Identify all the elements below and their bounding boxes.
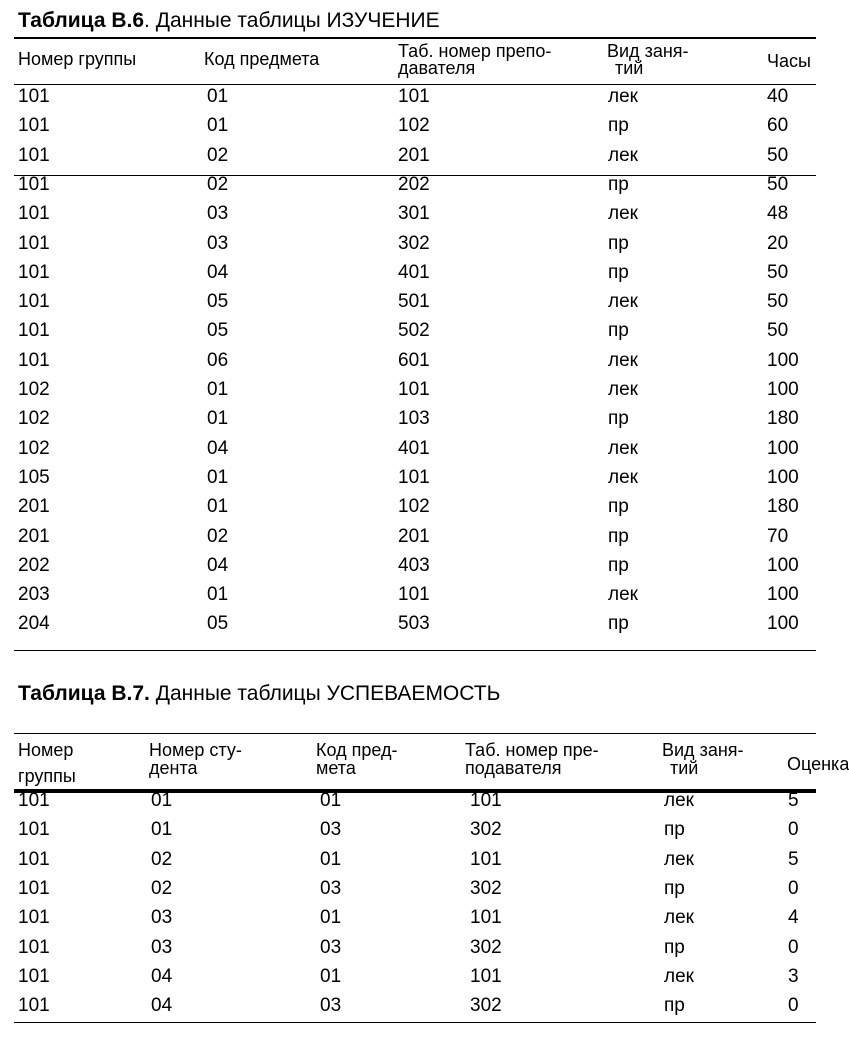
- teacher-cell: 502: [398, 320, 430, 342]
- lesson-type-cell: пр: [608, 525, 629, 547]
- hours-cell: 100: [767, 437, 799, 459]
- grade-cell: 0: [788, 995, 799, 1017]
- table-row: [0, 526, 816, 555]
- lesson-type-cell: пр: [608, 408, 629, 430]
- group-cell: 101: [18, 320, 50, 342]
- table7-top-rule: [14, 733, 816, 734]
- hours-cell: 180: [767, 496, 799, 518]
- subject-cell: 06: [207, 349, 229, 371]
- table-row: [0, 966, 816, 995]
- table-row: [0, 438, 816, 467]
- lesson-type-cell: пр: [608, 261, 629, 283]
- student-cell: 02: [151, 848, 173, 870]
- table-row: [0, 467, 816, 496]
- subject-cell: 02: [207, 144, 229, 166]
- teacher-cell: 501: [398, 291, 430, 313]
- table-row: [0, 262, 816, 291]
- lesson-type-cell: пр: [608, 496, 629, 518]
- lesson-type-cell: лек: [608, 86, 638, 107]
- group-cell: 101: [18, 790, 50, 811]
- hours-cell: 100: [767, 466, 799, 488]
- lesson-type-cell: пр: [664, 877, 685, 899]
- lesson-type-cell: пр: [664, 995, 685, 1017]
- lesson-type-cell: лек: [608, 144, 638, 166]
- group-cell: 201: [18, 525, 50, 547]
- hours-cell: 50: [767, 144, 789, 166]
- table6-col-group: Номер группы: [18, 49, 137, 69]
- hours-cell: 50: [767, 320, 789, 342]
- student-cell: 04: [151, 995, 173, 1017]
- subject-cell: 03: [320, 995, 342, 1017]
- teacher-cell: 101: [470, 848, 502, 870]
- subject-cell: 02: [207, 173, 229, 195]
- table-row: [0, 849, 816, 878]
- teacher-cell: 101: [398, 379, 430, 400]
- table7-col-grade: Оценка: [787, 754, 849, 774]
- hours-cell: 100: [767, 613, 799, 635]
- teacher-cell: 401: [398, 261, 430, 283]
- lesson-type-cell: лек: [664, 790, 694, 811]
- lesson-type-cell: пр: [608, 173, 629, 195]
- grade-cell: 5: [788, 848, 799, 870]
- teacher-cell: 202: [398, 173, 430, 195]
- hours-cell: 180: [767, 408, 799, 430]
- group-cell: 101: [18, 936, 50, 958]
- table-row: [0, 907, 816, 936]
- group-cell: 101: [18, 203, 50, 225]
- group-cell: 102: [18, 408, 50, 430]
- subject-cell: 01: [320, 907, 342, 929]
- table-row: [0, 233, 816, 262]
- table6-header: [0, 43, 816, 83]
- teacher-cell: 403: [398, 554, 430, 576]
- group-cell: 101: [18, 877, 50, 899]
- subject-cell: 01: [207, 86, 229, 107]
- grade-cell: 0: [788, 936, 799, 958]
- table7-col-teacher-l1: Таб. номер пре-: [465, 740, 599, 760]
- teacher-cell: 101: [470, 790, 502, 811]
- table-row: [0, 379, 816, 408]
- table-row: [0, 350, 816, 379]
- teacher-cell: 101: [470, 965, 502, 987]
- subject-cell: 04: [207, 261, 229, 283]
- lesson-type-cell: лек: [608, 584, 638, 606]
- subject-cell: 04: [207, 554, 229, 576]
- table7-col-student-l1: Номер сту-: [149, 740, 242, 760]
- table6-top-rule: [14, 37, 816, 39]
- table-row: [0, 790, 816, 819]
- table7-col-student-l2: дента: [149, 758, 198, 778]
- lesson-type-cell: лек: [608, 203, 638, 225]
- teacher-cell: 302: [470, 877, 502, 899]
- subject-cell: 02: [207, 525, 229, 547]
- group-cell: 101: [18, 173, 50, 195]
- group-cell: 101: [18, 115, 50, 137]
- subject-cell: 03: [207, 232, 229, 254]
- student-cell: 01: [151, 819, 173, 841]
- table-row: [0, 613, 816, 642]
- subject-cell: 01: [207, 408, 229, 430]
- lesson-type-cell: пр: [664, 936, 685, 958]
- lesson-type-cell: пр: [608, 232, 629, 254]
- subject-cell: 03: [320, 877, 342, 899]
- group-cell: 101: [18, 848, 50, 870]
- group-cell: 101: [18, 291, 50, 313]
- table6-title-text: . Данные таблицы ИЗУЧЕНИЕ: [144, 9, 440, 32]
- table-row: [0, 174, 816, 203]
- hours-cell: 100: [767, 554, 799, 576]
- subject-cell: 01: [207, 466, 229, 488]
- group-cell: 101: [18, 232, 50, 254]
- hours-cell: 100: [767, 584, 799, 606]
- hours-cell: 100: [767, 349, 799, 371]
- table6-col-teacher-l2: давателя: [398, 58, 476, 78]
- table-row: [0, 115, 816, 144]
- group-cell: 203: [18, 584, 50, 606]
- teacher-cell: 503: [398, 613, 430, 635]
- table-row: [0, 320, 816, 349]
- teacher-cell: 101: [398, 466, 430, 488]
- group-cell: 102: [18, 437, 50, 459]
- teacher-cell: 101: [398, 584, 430, 606]
- hours-cell: 70: [767, 525, 789, 547]
- subject-cell: 03: [320, 936, 342, 958]
- teacher-cell: 201: [398, 144, 430, 166]
- subject-cell: 01: [207, 379, 229, 400]
- subject-cell: 05: [207, 291, 229, 313]
- student-cell: 03: [151, 936, 173, 958]
- lesson-type-cell: лек: [664, 907, 694, 929]
- table-row: [0, 145, 816, 174]
- table-row: [0, 584, 816, 613]
- student-cell: 03: [151, 907, 173, 929]
- lesson-type-cell: пр: [608, 115, 629, 137]
- teacher-cell: 103: [398, 408, 430, 430]
- table7-title-text: Данные таблицы УСПЕВАЕМОСТЬ: [149, 682, 501, 705]
- table7-col-subject-l1: Код пред-: [316, 740, 398, 760]
- table-row: [0, 291, 816, 320]
- subject-cell: 01: [207, 584, 229, 606]
- teacher-cell: 302: [470, 995, 502, 1017]
- hours-cell: 40: [767, 86, 789, 107]
- lesson-type-cell: лек: [608, 291, 638, 313]
- lesson-type-cell: лек: [608, 349, 638, 371]
- group-cell: 101: [18, 965, 50, 987]
- table7-title: [18, 682, 500, 706]
- hours-cell: 50: [767, 291, 789, 313]
- lesson-type-cell: лек: [608, 379, 638, 400]
- hours-cell: 50: [767, 173, 789, 195]
- teacher-cell: 302: [470, 936, 502, 958]
- table-row: [0, 819, 816, 848]
- student-cell: 01: [151, 790, 173, 811]
- grade-cell: 5: [788, 790, 799, 811]
- subject-cell: 03: [320, 819, 342, 841]
- group-cell: 202: [18, 554, 50, 576]
- table7-header: [0, 740, 849, 788]
- teacher-cell: 601: [398, 349, 430, 371]
- table-row: [0, 995, 816, 1024]
- lesson-type-cell: лек: [664, 848, 694, 870]
- table7-col-type-l1: Вид заня-: [662, 740, 744, 760]
- table7-col-subject-l2: мета: [316, 758, 356, 778]
- group-cell: 204: [18, 613, 50, 635]
- subject-cell: 03: [207, 203, 229, 225]
- table6-col-teacher-l1: Таб. номер препо-: [398, 41, 552, 61]
- teacher-cell: 401: [398, 437, 430, 459]
- teacher-cell: 302: [470, 819, 502, 841]
- table7-col-teacher-l2: подавателя: [465, 758, 562, 778]
- subject-cell: 01: [207, 496, 229, 518]
- table6-header-rule: [14, 84, 816, 85]
- hours-cell: 20: [767, 232, 789, 254]
- table7-col-group-l2: группы: [18, 766, 76, 786]
- table6-col-subject: Код предмета: [204, 49, 320, 69]
- hours-cell: 60: [767, 115, 789, 137]
- table6-title-number: Таблица В.6: [18, 9, 145, 32]
- group-cell: 101: [18, 349, 50, 371]
- table6-bottom-rule: [14, 650, 816, 651]
- lesson-type-cell: лек: [664, 965, 694, 987]
- group-cell: 101: [18, 995, 50, 1017]
- subject-cell: 01: [320, 848, 342, 870]
- table7-col-group-l1: Номер: [18, 740, 74, 760]
- teacher-cell: 101: [470, 907, 502, 929]
- student-cell: 04: [151, 965, 173, 987]
- table7-bottom-rule: [14, 1022, 816, 1023]
- group-cell: 101: [18, 819, 50, 841]
- grade-cell: 0: [788, 819, 799, 841]
- lesson-type-cell: лек: [608, 437, 638, 459]
- table7-title-number: Таблица В.7.: [18, 682, 150, 705]
- subject-cell: 01: [320, 965, 342, 987]
- group-cell: 101: [18, 144, 50, 166]
- table7-col-type-l2: тий: [670, 758, 699, 778]
- student-cell: 02: [151, 877, 173, 899]
- subject-cell: 01: [320, 790, 342, 811]
- table-row: [0, 555, 816, 584]
- subject-cell: 05: [207, 320, 229, 342]
- table-row: [0, 937, 816, 966]
- table6-col-type-l1: Вид заня-: [607, 41, 689, 61]
- lesson-type-cell: пр: [664, 819, 685, 841]
- lesson-type-cell: лек: [608, 466, 638, 488]
- table6-col-type-l2: тий: [615, 58, 644, 78]
- group-cell: 101: [18, 86, 50, 107]
- table-row: [0, 408, 816, 437]
- teacher-cell: 102: [398, 496, 430, 518]
- table-row: [0, 496, 816, 525]
- lesson-type-cell: пр: [608, 320, 629, 342]
- group-cell: 105: [18, 466, 50, 488]
- group-cell: 201: [18, 496, 50, 518]
- subject-cell: 01: [207, 115, 229, 137]
- subject-cell: 05: [207, 613, 229, 635]
- table-row: [0, 86, 816, 115]
- lesson-type-cell: пр: [608, 554, 629, 576]
- table-row: [0, 203, 816, 232]
- hours-cell: 100: [767, 379, 799, 400]
- table6-title: [18, 9, 440, 33]
- table-row: [0, 878, 816, 907]
- group-cell: 101: [18, 261, 50, 283]
- grade-cell: 0: [788, 877, 799, 899]
- group-cell: 101: [18, 907, 50, 929]
- teacher-cell: 102: [398, 115, 430, 137]
- hours-cell: 50: [767, 261, 789, 283]
- hours-cell: 48: [767, 203, 789, 225]
- lesson-type-cell: пр: [608, 613, 629, 635]
- teacher-cell: 101: [398, 86, 430, 107]
- teacher-cell: 201: [398, 525, 430, 547]
- subject-cell: 04: [207, 437, 229, 459]
- teacher-cell: 302: [398, 232, 430, 254]
- grade-cell: 4: [788, 907, 799, 929]
- table6-col-hours: Часы: [767, 51, 811, 71]
- grade-cell: 3: [788, 965, 799, 987]
- group-cell: 102: [18, 379, 50, 400]
- teacher-cell: 301: [398, 203, 430, 225]
